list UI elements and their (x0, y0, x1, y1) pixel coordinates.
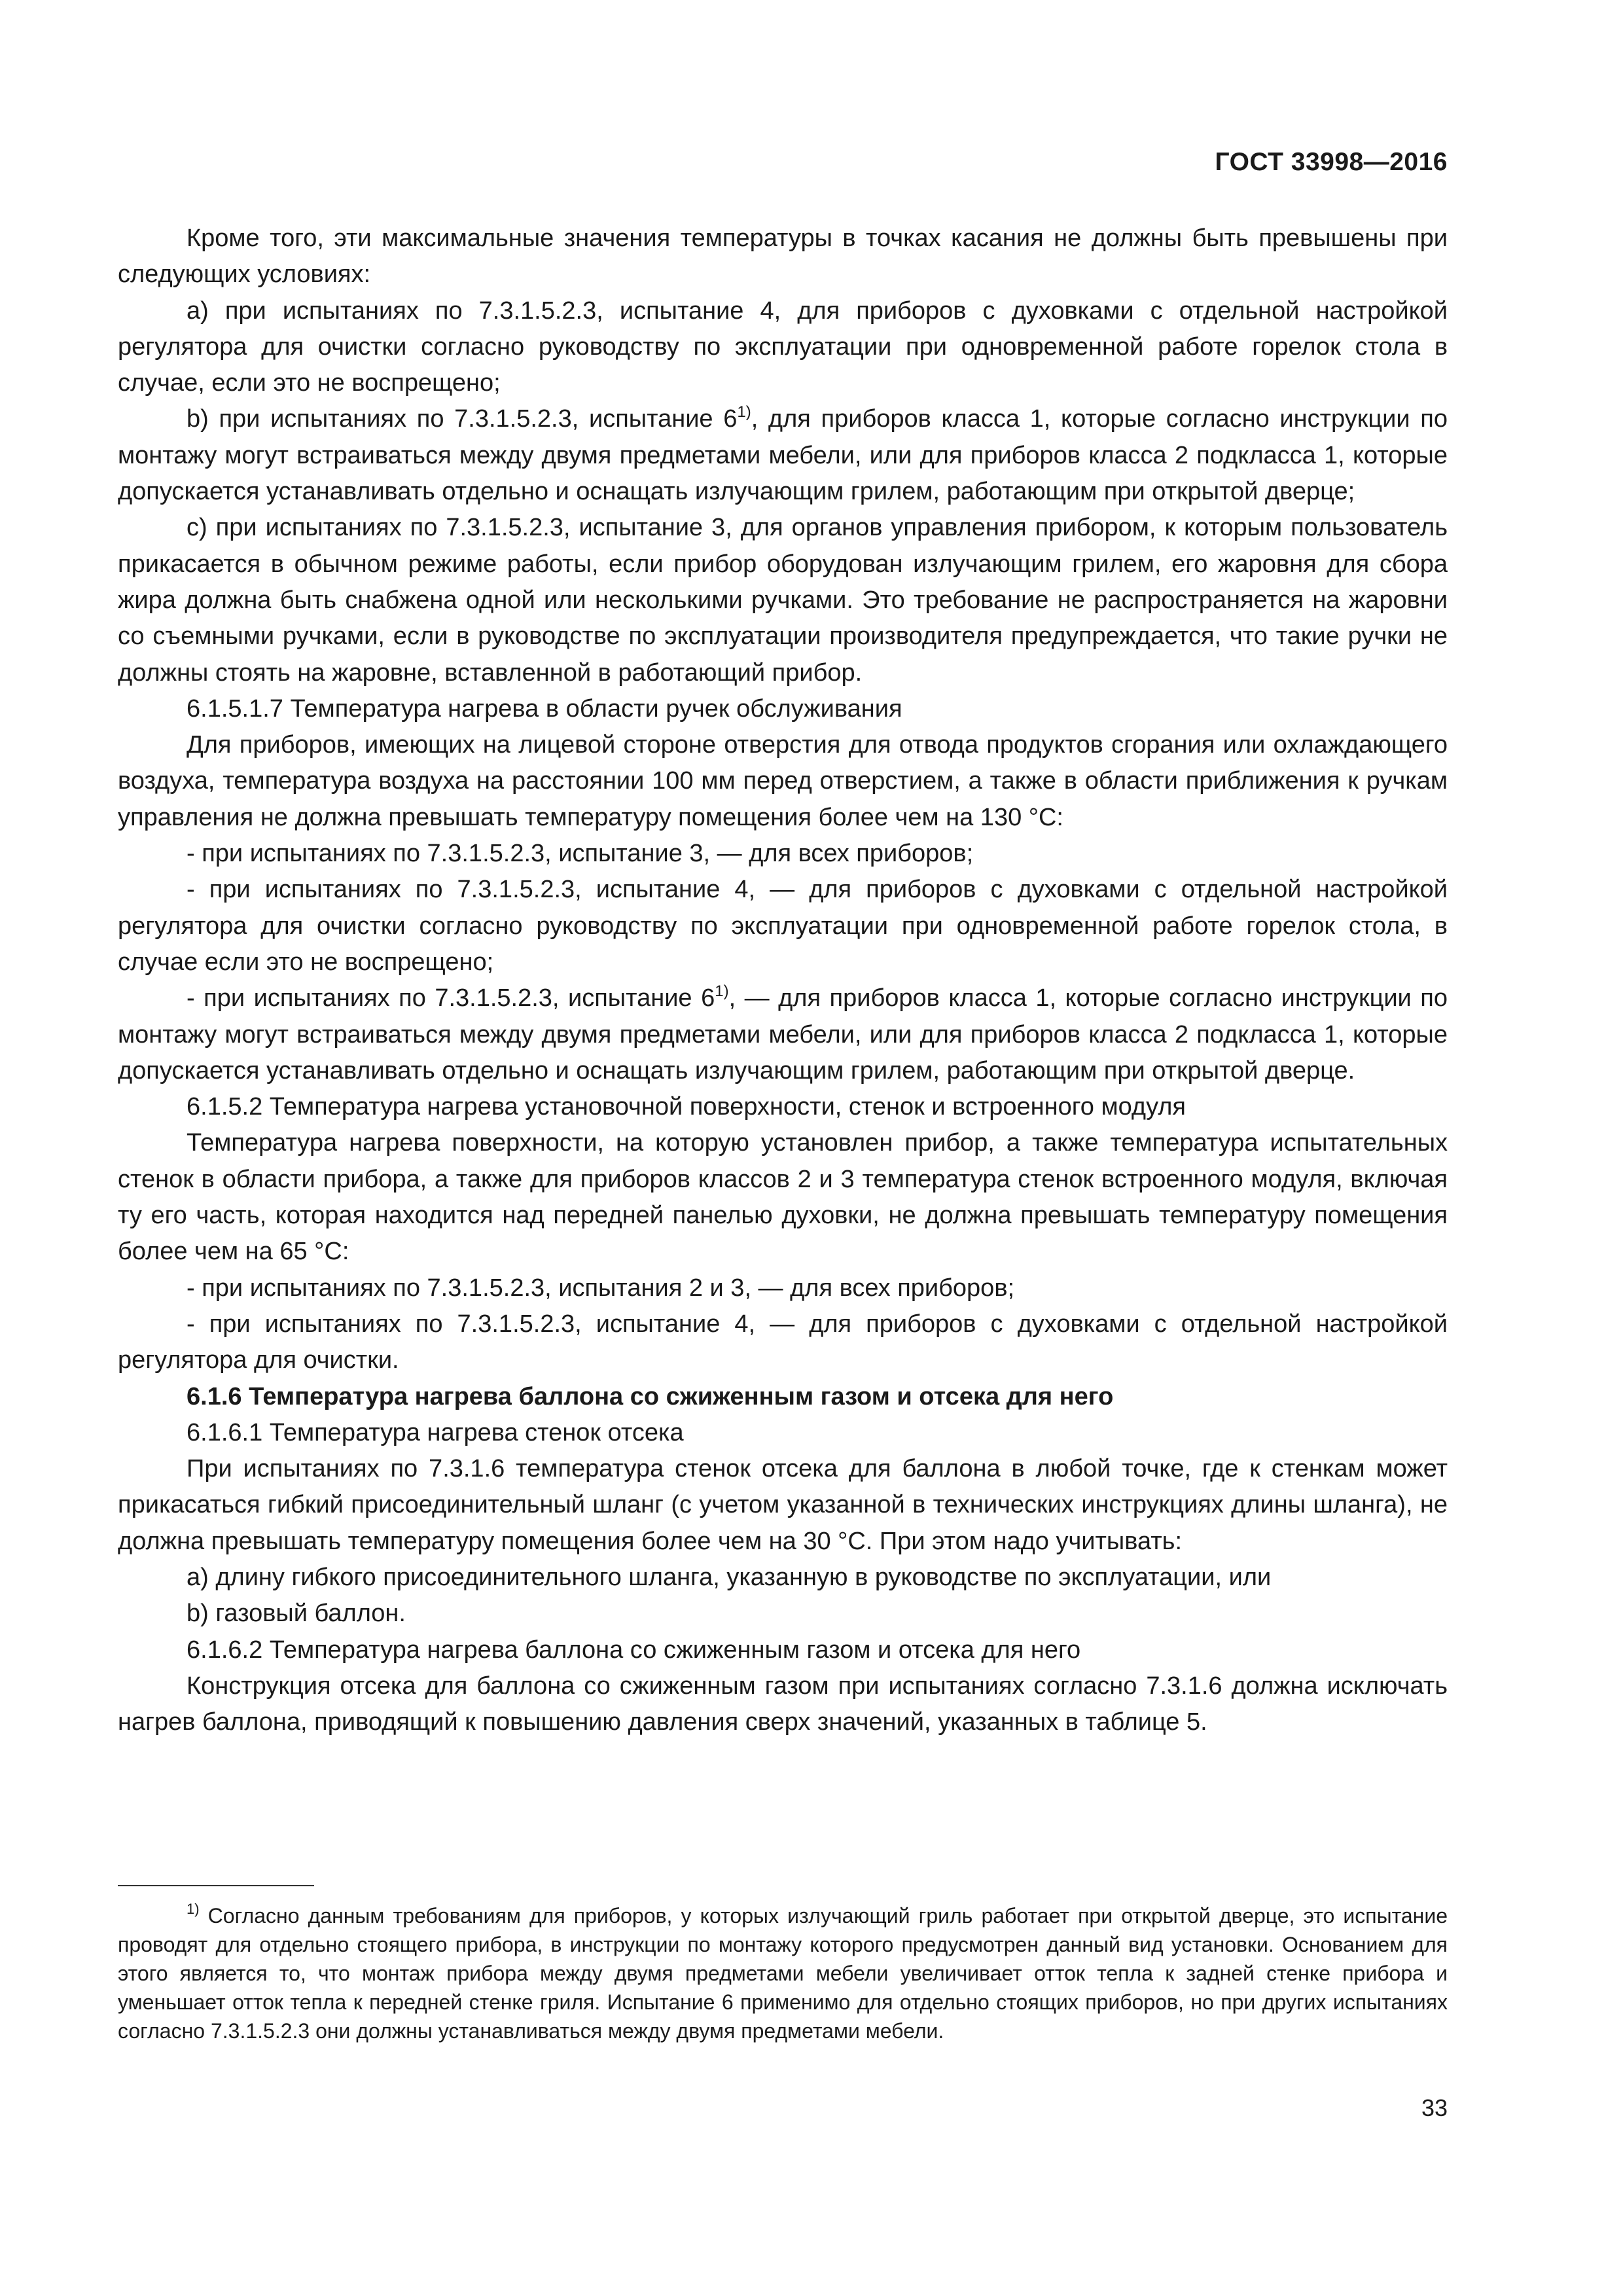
paragraph: Для приборов, имеющих на лицевой стороне отверстия для отвода продуктов сгорания или охлаждающего воздуха, температура воздуха на расстоянии 100 мм перед отверстием, а также в области приближения к ручкам управления не должна превышать температуру помещения более чем на 130 °C: (118, 731, 1448, 831)
section-heading: 6.1.5.2 Температура нагрева установочной поверхности, стенок и встроенного модуля (187, 1093, 1186, 1121)
page-number: 33 (1421, 2094, 1448, 2121)
body-text (118, 221, 1448, 1740)
list-item: b) газовый баллон. (187, 1600, 406, 1628)
list-item: a) при испытаниях по 7.3.1.5.2.3, испытание 4, для приборов с духовками с отдельной настройкой регулятора для очистки согласно руководству по эксплуатации при одновременной работе горелок стола в случае, если это не воспрещено; (118, 296, 1448, 397)
footnote-ref[interactable]: 1) (715, 982, 729, 1001)
list-item: - при испытаниях по 7.3.1.5.2.3, испытания 2 и 3, — для всех приборов; (187, 1274, 1015, 1302)
section-heading: 6.1.6.2 Температура нагрева баллона со сжиженным газом и отсека для него (187, 1636, 1081, 1664)
page-header: ГОСТ 33998—2016 (1215, 148, 1448, 176)
footnote-separator (118, 1885, 314, 1886)
list-item (118, 980, 1448, 1089)
paragraph: Кроме того, эти максимальные значения температуры в точках касания не должны быть превышены при следующих условиях: (118, 224, 1448, 289)
list-item: c) при испытаниях по 7.3.1.5.2.3, испытание 3, для органов управления прибором, к которым пользователь прикасается в обычном режиме работы, если прибор оборудован излучающим грилем, его жаровня для сбора жира должна быть снабжена одной или несколькими ручками. Это требование не распространяется на жаровни со съемными ручками, если в руководстве по эксплуатации производителя предупреждается, что такие ручки не должны стоять на жаровне, вставленной в работающий прибор. (118, 514, 1448, 687)
text-run: b) при испытаниях по 7.3.1.5.2.3, испытание 6 (187, 405, 738, 433)
list-item: - при испытаниях по 7.3.1.5.2.3, испытание 4, — для приборов с духовками с отдельной настройкой регулятора для очистки согласно руководству по эксплуатации при одновременной работе горелок стола, в случае если это не воспрещено; (118, 876, 1448, 976)
text-run: , — для приборов класса 1, которые согласно инструкции по монтажу могут встраиваться между двумя предметами мебели, или для приборов класса 2 подкласса 1, которые допускается устанавливать отдельно и оснащать излучающим грилем, работающим при открытой дверце. (118, 984, 1448, 1085)
footnote-body: Согласно данным требованиям для приборов, у которых излучающий гриль работает при открытой дверце, это испытание проводят для отдельно стоящего прибора, в инструкции по монтажу которого предусмотрен данный вид установки. Основанием для этого является то, что монтаж прибора между двумя предметами мебели увеличивает отток тепла к задней стенке прибора и уменьшает отток тепла к передней стенке гриля. Испытание 6 применимо для отдельно стоящих приборов, но при других испытаниях согласно 7.3.1.5.2.3 они должны устанавливаться между двумя предметами мебели. (118, 1904, 1448, 2043)
list-item: - при испытаниях по 7.3.1.5.2.3, испытание 4, — для приборов с духовками с отдельной настройкой регулятора для очистки. (118, 1310, 1448, 1374)
footnote (118, 1901, 1448, 2045)
footnote-ref[interactable]: 1) (737, 403, 751, 422)
section-heading: 6.1.6.1 Температура нагрева стенок отсека (187, 1418, 684, 1446)
text-run: , для приборов класса 1, которые согласно инструкции по монтажу могут встраиваться между двумя предметами мебели, или для приборов класса 2 подкласса 1, которые допускается устанавливать отдельно и оснащать излучающим грилем, работающим при открытой дверце; (118, 405, 1448, 506)
list-item: a) длину гибкого присоединительного шланга, указанную в руководстве по эксплуатации, или (187, 1563, 1272, 1591)
paragraph: Конструкция отсека для баллона со сжиженным газом при испытаниях согласно 7.3.1.6 должна исключать нагрев баллона, приводящий к повышению давления сверх значений, указанных в таблице 5. (118, 1672, 1448, 1736)
paragraph: Температура нагрева поверхности, на которую установлен прибор, а также температура испытательных стенок в области прибора, а также для приборов классов 2 и 3 температура стенок встроенного модуля, включая ту его часть, которая находится над передней панелью духовки, не должна превышать температуру помещения более чем на 65 °C: (118, 1129, 1448, 1266)
list-item (118, 401, 1448, 510)
section-heading-bold: 6.1.6 Температура нагрева баллона со сжиженным газом и отсека для него (187, 1382, 1114, 1410)
list-item: - при испытаниях по 7.3.1.5.2.3, испытание 3, — для всех приборов; (187, 840, 974, 868)
paragraph: При испытаниях по 7.3.1.6 температура стенок отсека для баллона в любой точке, где к стенкам может прикасаться гибкий присоединительный шланг (с учетом указанной в технических инструкциях длины шланга), не должна превышать температуру помещения более чем на 30 °C. При этом надо учитывать: (118, 1455, 1448, 1555)
footnote-marker: 1) (187, 1901, 200, 1917)
footnote-text (118, 1901, 1448, 2045)
text-run: - при испытаниях по 7.3.1.5.2.3, испытание 6 (187, 984, 715, 1013)
section-heading: 6.1.5.1.7 Температура нагрева в области ручек обслуживания (187, 694, 902, 723)
